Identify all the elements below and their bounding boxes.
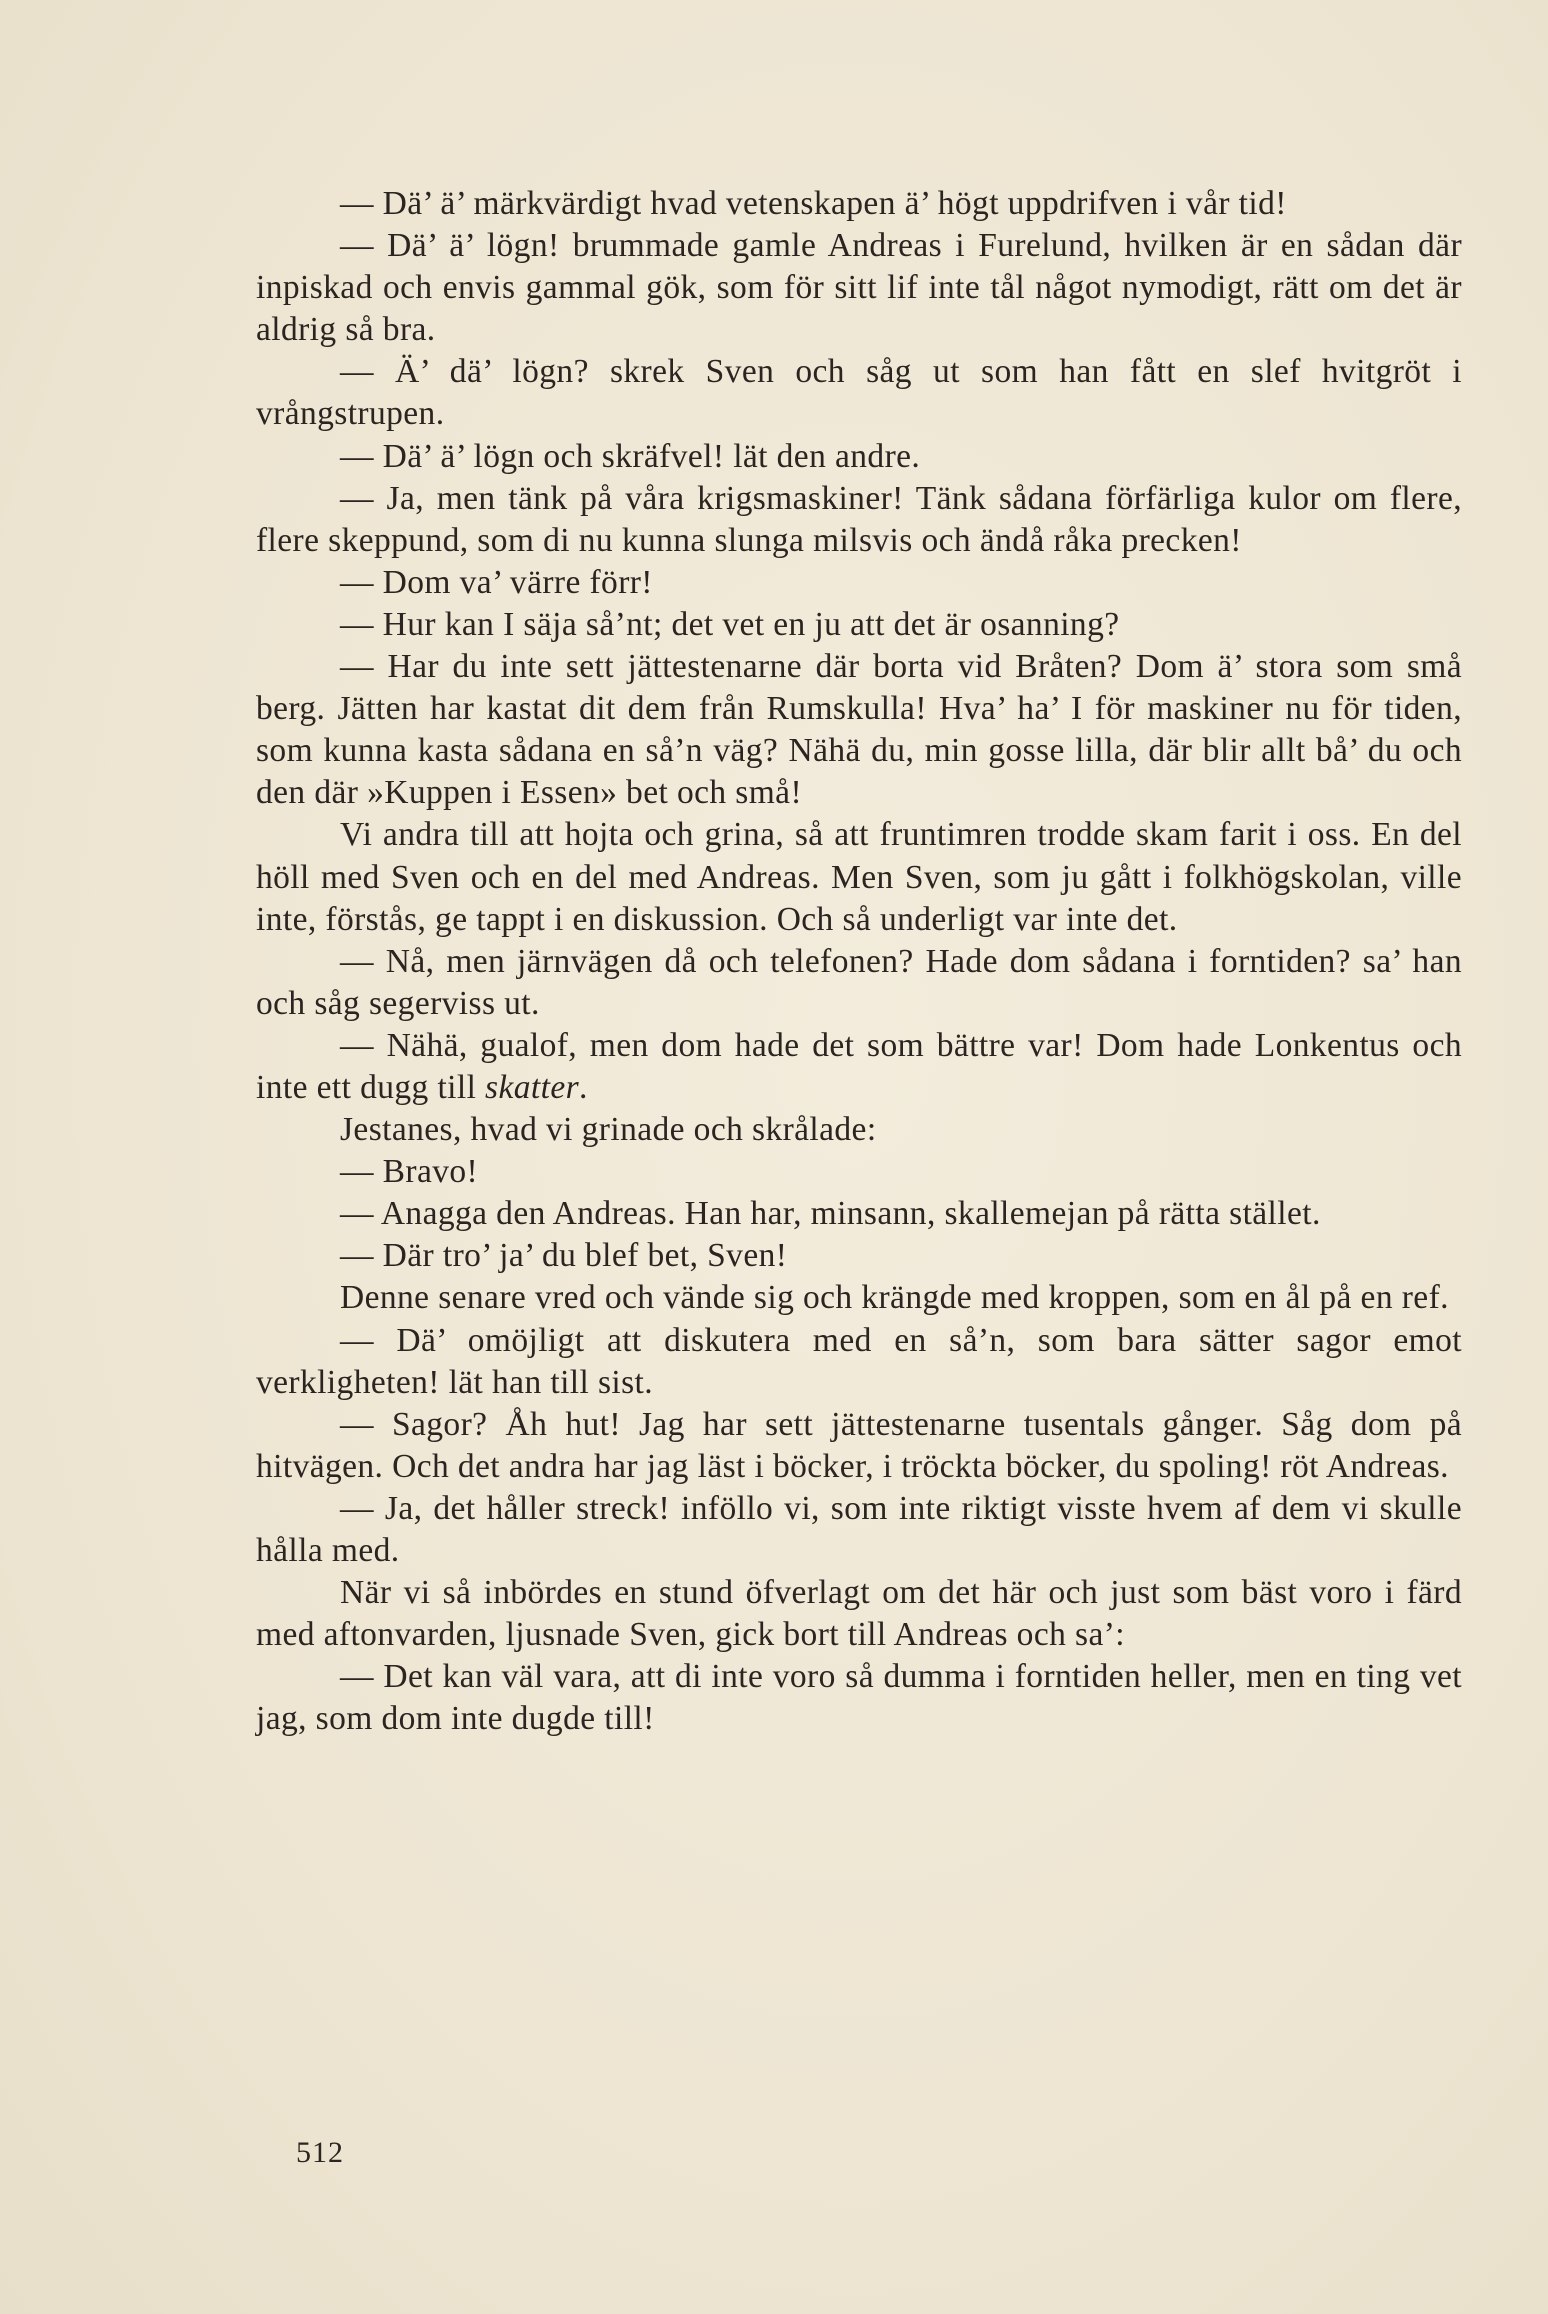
paragraph-18: — Sagor? Åh hut! Jag har sett jättestenarne tusentals gånger. Såg dom på hitvägen. Och det andra har jag läst i böcker, i tröckta böcker, du spoling! röt Andreas.: [256, 1405, 1462, 1485]
paragraph-17: — Dä’ omöjligt att diskutera med en så’n, som bara sätter sagor emot verkligheten! lät han till sist.: [256, 1321, 1462, 1401]
paragraph-2: — Dä’ ä’ lögn! brummade gamle Andreas i Furelund, hvilken är en sådan där inpiskad och envis gammal gök, som för sitt lif inte tål något nymodigt, rätt om det är aldrig så bra.: [256, 227, 1462, 349]
paragraph-5: — Ja, men tänk på våra krigsmaskiner! Tänk sådana förfärliga kulor om flere, flere skeppund, som di nu kunna slunga milsvis och ändå råka precken!: [256, 479, 1462, 559]
paragraph-12: Jestanes, hvad vi grinade och skrålade:: [340, 1111, 877, 1149]
paragraph-11: [256, 1025, 1462, 1109]
italic-word-skatter: skatter: [485, 1068, 580, 1106]
paragraph-7: — Hur kan I säja så’nt; det vet en ju att det är osanning?: [340, 605, 1120, 643]
paragraph-8: — Har du inte sett jättestenarne där borta vid Bråten? Dom ä’ stora som små berg. Jätten har kastat dit dem från Rumskulla! Hva’ ha’ I för maskiner nu för tiden, som kunna kasta sådana en så’n väg? Nähä du, min gosse lilla, där blir allt bå’ du och den där »Kuppen i Essen» bet och små!: [256, 648, 1462, 812]
paragraph-11-text: — Nähä, gualof, men dom hade det som bättre var! Dom hade Lonkentus och inte ett dugg till: [256, 1026, 1462, 1106]
paragraph-15: — Där tro’ ja’ du blef bet, Sven!: [340, 1237, 788, 1275]
paragraph-21: — Det kan väl vara, att di inte voro så dumma i forntiden heller, men en ting vet jag, som dom inte dugde till!: [256, 1658, 1462, 1738]
paragraph-6: — Dom va’ värre förr!: [340, 563, 653, 601]
body-text: [256, 183, 1462, 1740]
paragraph-10: — Nå, men järnvägen då och telefonen? Hade dom sådana i forntiden? sa’ han och såg segerviss ut.: [256, 942, 1462, 1022]
paragraph-3: — Ä’ dä’ lögn? skrek Sven och såg ut som han fått en slef hvitgröt i vrångstrupen.: [256, 353, 1462, 433]
paragraph-19: — Ja, det håller streck! inföllo vi, som inte riktigt visste hvem af dem vi skulle hålla med.: [256, 1489, 1462, 1569]
paragraph-13: — Bravo!: [340, 1153, 479, 1191]
paragraph-9: Vi andra till att hojta och grina, så att fruntimren trodde skam farit i oss. En del höll med Sven och en del med Andreas. Men Sven, som ju gått i folkhögskolan, ville inte, förstås, ge tappt i en diskussion. Och så underligt var inte det.: [256, 816, 1462, 938]
paragraph-1: — Dä’ ä’ märkvärdigt hvad vetenskapen ä’ högt uppdrifven i vår tid!: [340, 185, 1287, 222]
paragraph-11-tail: .: [579, 1068, 588, 1106]
paragraph-4: — Dä’ ä’ lögn och skräfvel! lät den andre.: [340, 437, 921, 475]
paragraph-14: — Anagga den Andreas. Han har, minsann, skallemejan på rätta stället.: [340, 1195, 1321, 1233]
page-number: 512: [296, 2136, 344, 2169]
paragraph-16: Denne senare vred och vände sig och krängde med kroppen, som en ål på en ref.: [340, 1279, 1449, 1317]
paragraph-20: När vi så inbördes en stund öfverlagt om det här och just som bäst voro i färd med aftonvarden, ljusnade Sven, gick bort till Andreas och sa’:: [256, 1574, 1462, 1654]
